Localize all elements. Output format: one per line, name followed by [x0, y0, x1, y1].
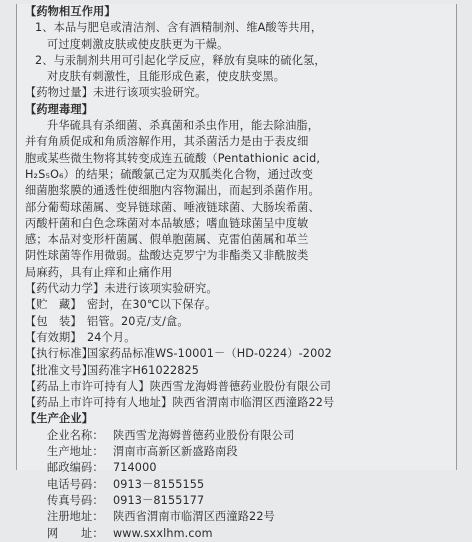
storage-label: 【贮 藏】: [25, 298, 82, 312]
pharmacokinetics-section: 【药代动力学】未进行该项实验研究。: [25, 282, 218, 296]
mah-value: 陕西雪龙海姆普德药业股份有限公司: [149, 379, 332, 393]
standard-value: 国家药品标准WS-10001－（HD-0224）-2002: [87, 347, 332, 361]
interaction-1-line-2: 可过度刺激皮肤或使皮肤更为干燥。: [47, 37, 229, 51]
standard-label: 【执行标准】: [25, 347, 94, 361]
overdose-section: 【药物过量】未进行该项实验研究。: [25, 86, 207, 100]
toxicology-line: 并有角质促成和角质溶解作用，其杀菌活力是由于表皮细: [25, 135, 309, 149]
manufacturer-row: [25, 460, 448, 476]
manufacturer-row: [25, 509, 448, 525]
manufacturer-value: 0913－8155155: [113, 477, 205, 491]
toxicology-line: 细菌胞浆膜的通透性使细胞内容物漏出，而起到杀菌作用。: [25, 184, 320, 198]
manufacturer-row: [25, 526, 448, 542]
manufacturer-value: www.sxxlhm.com: [113, 526, 213, 540]
manufacturer-value: 0913－8155177: [113, 493, 205, 507]
interaction-heading: 【药物相互作用】: [25, 5, 116, 18]
manufacturer-key: 传真号码：: [47, 493, 104, 507]
toxicology-line: H₂S₅O₆）的结果；硫酸氯己定为双胍类化合物，通过改变: [25, 167, 314, 181]
validity-row: [25, 330, 448, 346]
approval-value: 国药准字H61022825: [87, 363, 200, 377]
toxicology-heading: 【药理毒理】: [25, 102, 94, 116]
toxicology-line: 感；本品对变形杆菌属、假单胞菌属、克雷伯菌属和革兰: [25, 233, 309, 247]
mah-address-value: 陕西省渭南市临渭区西潼路22号: [172, 396, 335, 410]
toxicology-line: 部分葡萄球菌属、变异链球菌、唾液链球菌、大肠埃希菌、: [25, 200, 320, 214]
validity-label: 【有效期】: [25, 330, 82, 344]
manufacturer-heading: 【生产企业】: [25, 412, 94, 426]
manufacturer-key: 电话号码：: [47, 477, 104, 491]
package-insert: [16, 4, 457, 540]
mah-row: [25, 379, 448, 395]
manufacturer-row: [25, 428, 448, 444]
mah-label: 【药品上市许可持有人】: [25, 379, 150, 393]
manufacturer-value: 714000: [113, 461, 157, 475]
toxicology-line: 局麻药，具有止痒和止痛作用: [25, 265, 173, 279]
toxicology-line: 胞或某些微生物将其转变成连五硫酸（Pentathionic acid,: [25, 151, 321, 165]
mah-address-label: 【药品上市许可持有人地址】: [25, 396, 173, 410]
package-label: 【包 装】: [25, 314, 82, 328]
approval-row: [25, 363, 448, 379]
standard-row: [25, 346, 448, 362]
manufacturer-key: 生产地址：: [47, 445, 104, 459]
manufacturer-value: 渭南市高新区新盛路南段: [113, 445, 238, 459]
manufacturer-key: 企业名称：: [47, 428, 104, 442]
storage-value: 密封，在30℃以下保存。: [87, 298, 217, 312]
toxicology-line: 丙酸杆菌和白色念珠菌对本品敏感；嗜血链球菌呈中度敏: [25, 216, 309, 230]
manufacturer-key: 网 址：: [47, 526, 104, 540]
storage-row: [25, 297, 448, 313]
validity-value: 24个月。: [87, 330, 136, 344]
manufacturer-value: 陕西雪龙海姆普德药业股份有限公司: [113, 428, 295, 442]
package-value: 铝管。20克/支/盒。: [87, 314, 189, 328]
manufacturer-row: [25, 444, 448, 460]
interaction-1-line-1: 1、本品与肥皂或清洁剂、含有酒精制剂、维A酸等共用，: [35, 21, 323, 35]
manufacturer-row: [25, 477, 448, 493]
interaction-2-line-2: 对皮肤有刺激性，且能形成色素，使皮肤变黑。: [47, 70, 286, 84]
manufacturer-key: 注册地址：: [47, 510, 104, 524]
toxicology-line: 阴性球菌等作用微弱。盐酸达克罗宁为非酯类又非酰胺类: [25, 249, 309, 263]
manufacturer-row: [25, 493, 448, 509]
toxicology-line: 升华硫具有杀细菌、杀真菌和杀虫作用，能去除油脂，: [47, 119, 320, 133]
manufacturer-key: 邮政编码：: [47, 461, 104, 475]
interaction-2-line-1: 2、与汞制剂共用可引起化学反应，释放有臭味的硫化氢，: [35, 53, 326, 67]
manufacturer-value: 陕西省渭南市临渭区西潼路22号: [113, 510, 275, 524]
approval-label: 【批准文号】: [25, 363, 94, 377]
package-row: [25, 314, 448, 330]
mah-address-row: [25, 395, 448, 411]
